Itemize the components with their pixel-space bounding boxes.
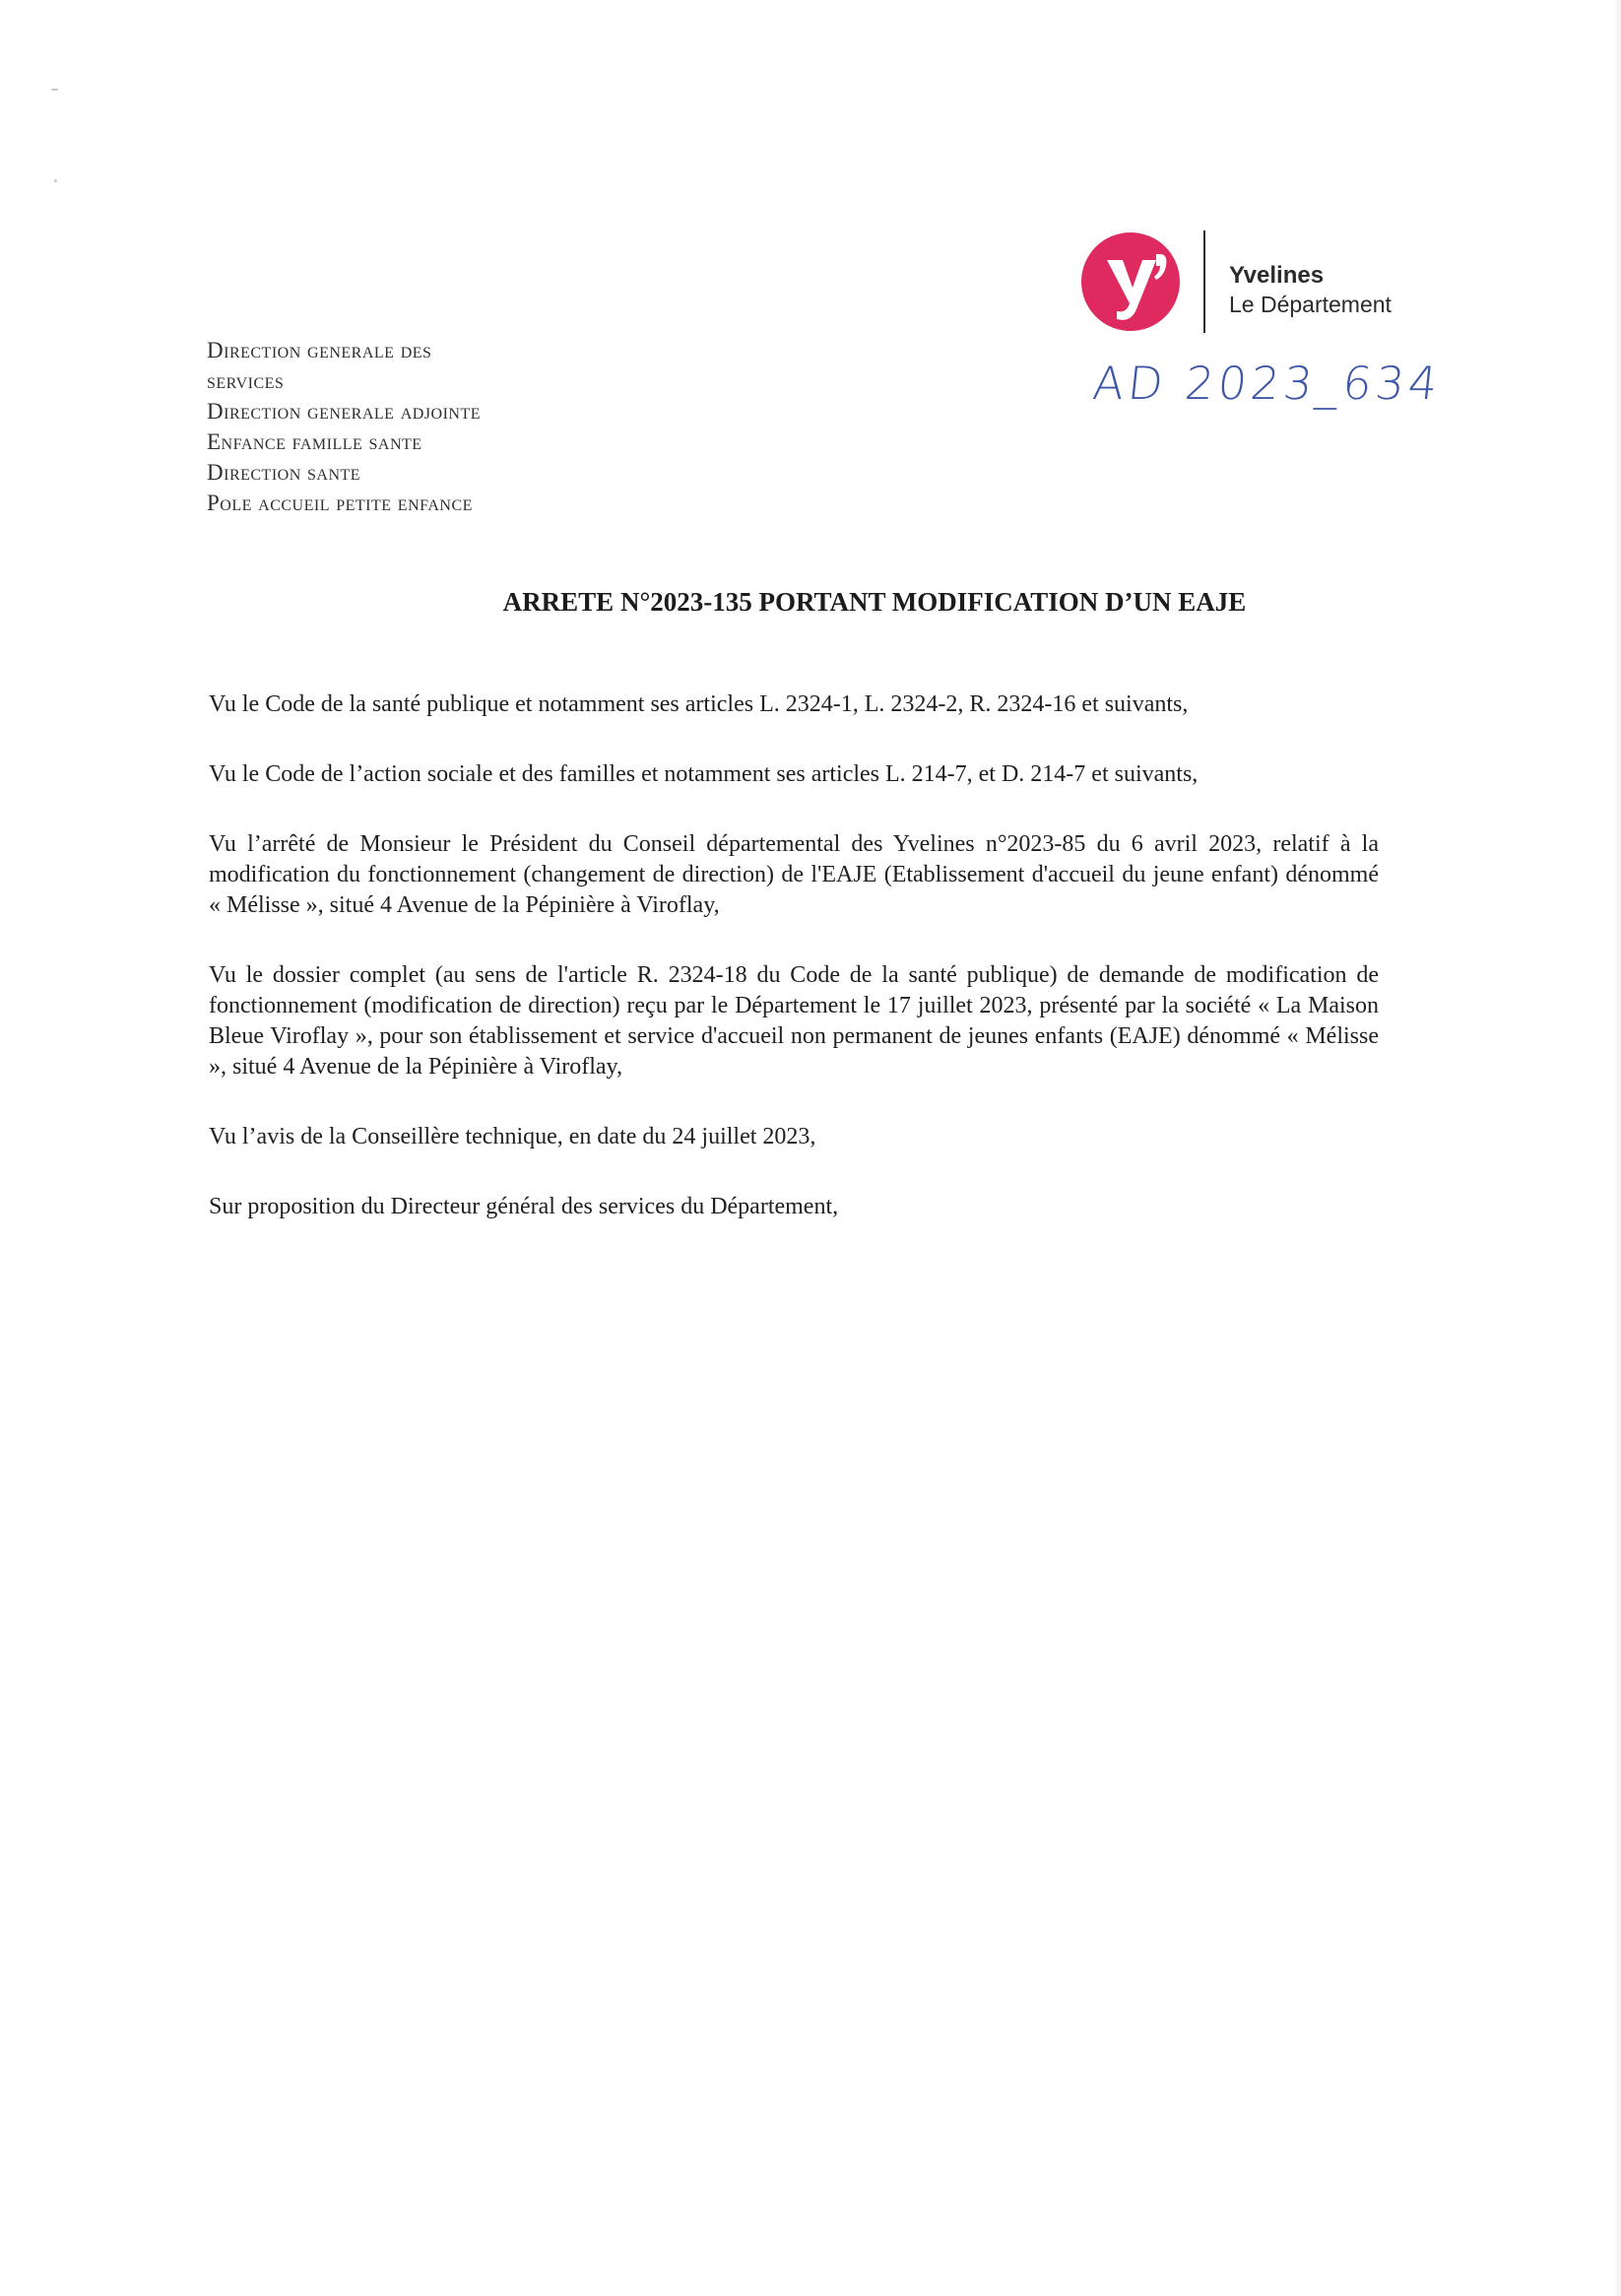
handwritten-reference-text: AD 2023_634 (1090, 357, 1445, 410)
recital-paragraph: Vu l’avis de la Conseillère technique, en date du 24 juillet 2023, (209, 1124, 816, 1149)
header-line: Pole accueil petite enfance (207, 491, 473, 515)
recital-paragraph: Vu l’arrêté de Monsieur le Président du Conseil départemental des Yvelines n°2023-85 du 6 avril 2023, relatif à la modification du fonctionnement (changement de direction) de l'EAJE (Etablissement d'accueil du jeune enfant) dénommé « Mélisse », situé 4 Avenue de la Pépinière à Viroflay, (209, 831, 1379, 918)
page-edge-shadow (1613, 0, 1621, 2296)
recital-paragraph: Vu le Code de l’action sociale et des familles et notamment ses articles L. 214-7, et D. 214-7 et suivants, (209, 761, 1199, 787)
scan-mark (54, 179, 57, 182)
yvelines-logo-mark-icon (1081, 232, 1180, 331)
logo-subtitle: Le Département (1229, 292, 1392, 317)
yvelines-logo (1081, 223, 1416, 341)
scan-mark (51, 89, 58, 91)
logo-name: Yvelines (1229, 262, 1325, 289)
header-line: Direction generale des (207, 338, 432, 362)
header-line: services (207, 368, 285, 393)
header-line: Enfance famille sante (207, 429, 422, 454)
decree-body (209, 689, 1379, 1262)
header-line: Direction generale adjointe (207, 399, 482, 424)
logo-divider (1203, 230, 1205, 333)
handwritten-reference (1090, 357, 1507, 426)
header-line: Direction sante (207, 460, 361, 485)
decree-title: ARRETE N°2023-135 PORTANT MODIFICATION D’UN EAJE (502, 587, 1247, 617)
recital-paragraph: Vu le Code de la santé publique et notamment ses articles L. 2324-1, L. 2324-2, R. 2324-16 et suivants, (209, 691, 1189, 717)
issuing-department-header (207, 335, 758, 518)
recital-paragraph: Sur proposition du Directeur général des services du Département, (209, 1194, 839, 1219)
recital-paragraph: Vu le dossier complet (au sens de l'article R. 2324-18 du Code de la santé publique) de demande de modification de fonctionnement (modification de direction) reçu par le Département le 17 juillet 2023, présenté par la société « La Maison Bleue Viroflay », pour son établissement et service d'accueil non permanent de jeunes enfants (EAJE) dénommé « Mélisse », situé 4 Avenue de la Pépinière à Viroflay, (209, 962, 1379, 1080)
